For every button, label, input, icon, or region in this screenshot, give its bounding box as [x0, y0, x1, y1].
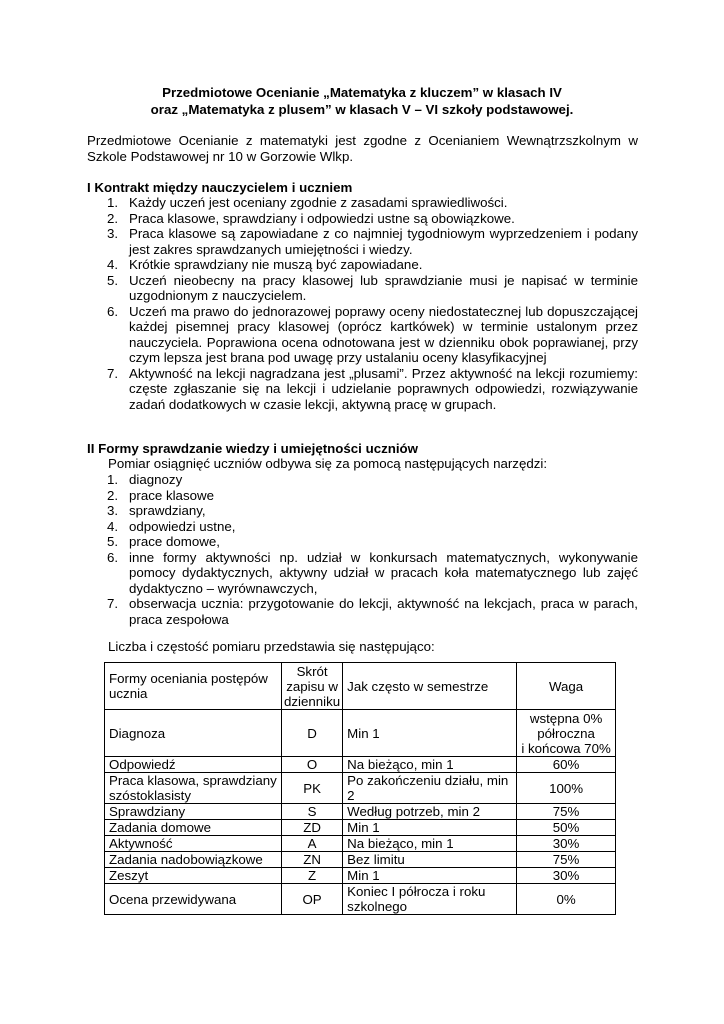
table-row [105, 804, 616, 820]
table-row [105, 757, 616, 773]
table-row [105, 868, 616, 884]
cell-frequency: Min 1 [343, 710, 517, 757]
cell-abbr: A [282, 836, 343, 852]
list-item: 6. Uczeń ma prawo do jednorazowej poprawy oceny niedostatecznej lub dopuszczającej każdej pisemnej pracy klasowej (oprócz kartkówek) w terminie ustalonym przez nauczyciela. Poprawiona ocena odnotowana jest w dzienniku obok poprawianej, przy czym lepsza jest brana pod uwagę przy ustalaniu oceny klasyfikacyjnej [107, 303, 638, 365]
cell-frequency: Na bieżąco, min 1 [343, 836, 517, 852]
cell-frequency: Według potrzeb, min 2 [343, 804, 517, 820]
cell-abbr: ZN [282, 852, 343, 868]
grading-table [104, 662, 616, 915]
cell-weight: 0% [517, 884, 616, 915]
cell-frequency: Bez limitu [343, 852, 517, 868]
cell-form: Diagnoza [105, 710, 282, 757]
cell-form: Zeszyt [105, 868, 282, 884]
list-item: 3. sprawdziany, [107, 503, 206, 518]
section-1-heading: I Kontrakt między nauczycielem i uczniem [87, 180, 353, 195]
section-2-heading: II Formy sprawdzanie wiedzy i umiejętności uczniów [87, 441, 419, 456]
cell-abbr: O [282, 757, 343, 773]
section-2-intro: Pomiar osiągnięć uczniów odbywa się za pomocą następujących narzędzi: [108, 456, 548, 471]
cell-weight: 50% [517, 820, 616, 836]
cell-weight: 75% [517, 804, 616, 820]
cell-form: Sprawdziany [105, 804, 282, 820]
cell-form: Zadania nadobowiązkowe [105, 852, 282, 868]
cell-abbr: D [282, 710, 343, 757]
header-form: Formy oceniania postępów ucznia [105, 663, 282, 710]
weight-line: półroczna [537, 725, 595, 741]
list-item: 7. obserwacja ucznia: przygotowanie do lekcji, aktywność na lekcjach, praca w parach, praca zespołowa [107, 596, 638, 627]
contract-list [87, 195, 638, 412]
cell-frequency: Min 1 [343, 868, 517, 884]
cell-frequency: Na bieżąco, min 1 [343, 757, 517, 773]
document-title-line-1: Przedmiotowe Ocenianie „Matematyka z kluczem” w klasach IV [162, 85, 562, 100]
header-abbr: Skrót zapisu w dzienniku [282, 663, 343, 710]
assessment-tools-list [87, 472, 638, 627]
cell-abbr: PK [282, 773, 343, 804]
cell-weight: 30% [517, 868, 616, 884]
list-item: 6. inne formy aktywności np. udział w konkursach matematycznych, wykonywanie pomocy dydaktycznych, aktywny udział w pracach koła matematycznego lub zajęć dydaktyczno – wyrównawczych, [107, 549, 638, 596]
cell-weight [517, 710, 616, 757]
list-item: 4. Krótkie sprawdziany nie muszą być zapowiadane. [107, 257, 423, 272]
cell-form: Ocena przewidywana [105, 884, 282, 915]
cell-weight: 60% [517, 757, 616, 773]
cell-weight: 75% [517, 852, 616, 868]
list-item: 5. Uczeń nieobecny na pracy klasowej lub sprawdzianie musi je napisać w terminie uzgodnionym z nauczycielem. [107, 272, 638, 303]
cell-form: Zadania domowe [105, 820, 282, 836]
cell-weight: 30% [517, 836, 616, 852]
list-item: 2. prace klasowe [107, 487, 214, 503]
cell-form: Aktywność [105, 836, 282, 852]
list-item: 1. Każdy uczeń jest oceniany zgodnie z zasadami sprawiedliwości. [107, 195, 508, 210]
weight-line: wstępna 0% [529, 710, 603, 726]
cell-weight: 100% [517, 773, 616, 804]
cell-abbr: Z [282, 868, 343, 884]
list-item: 5. prace domowe, [107, 534, 220, 549]
cell-abbr: ZD [282, 820, 343, 836]
cell-frequency: Po zakończeniu działu, min 2 [343, 773, 517, 804]
header-weight: Waga [517, 663, 616, 710]
list-item: 2. Praca klasowe, sprawdziany i odpowiedzi ustne są obowiązkowe. [107, 210, 515, 226]
list-item: 1. diagnozy [107, 472, 183, 487]
header-frequency: Jak często w semestrze [343, 663, 517, 710]
table-intro: Liczba i częstość pomiaru przedstawia się następująco: [108, 639, 435, 654]
table-row [105, 820, 616, 836]
list-item: 4. odpowiedzi ustne, [107, 518, 236, 534]
cell-frequency: Koniec I półrocza i roku szkolnego [343, 884, 517, 915]
weight-line: i końcowa 70% [521, 740, 611, 756]
table-row [105, 710, 616, 757]
table-row [105, 773, 616, 804]
cell-frequency: Min 1 [343, 820, 517, 836]
cell-form: Praca klasowa, sprawdziany szóstoklasisty [105, 773, 282, 804]
cell-form: Odpowiedź [105, 757, 282, 773]
table-row [105, 836, 616, 852]
intro-paragraph: Przedmiotowe Ocenianie z matematyki jest zgodne z Ocenianiem Wewnątrzszkolnym w Szkole Podstawowej nr 10 w Gorzowie Wlkp. [87, 133, 638, 164]
list-item: 7. Aktywność na lekcji nagradzana jest „plusami”. Przez aktywność na lekcji rozumiemy: częste zgłaszanie się na lekcji i udzielanie poprawnych odpowiedzi, rozwiązywanie zadań dodatkowych w czasie lekcji, aktywną pracę w grupach. [107, 365, 638, 412]
table-row [105, 884, 616, 915]
list-item: 3. Praca klasowe są zapowiadane z co najmniej tygodniowym wyprzedzeniem i podany jest zakres sprawdzanych umiejętności i wiedzy. [107, 226, 638, 257]
table-header-row [105, 663, 616, 710]
document-title-line-2: oraz „Matematyka z plusem” w klasach V – VI szkoły podstawowej. [150, 102, 574, 117]
table-row [105, 852, 616, 868]
cell-abbr: OP [282, 884, 343, 915]
cell-abbr: S [282, 804, 343, 820]
